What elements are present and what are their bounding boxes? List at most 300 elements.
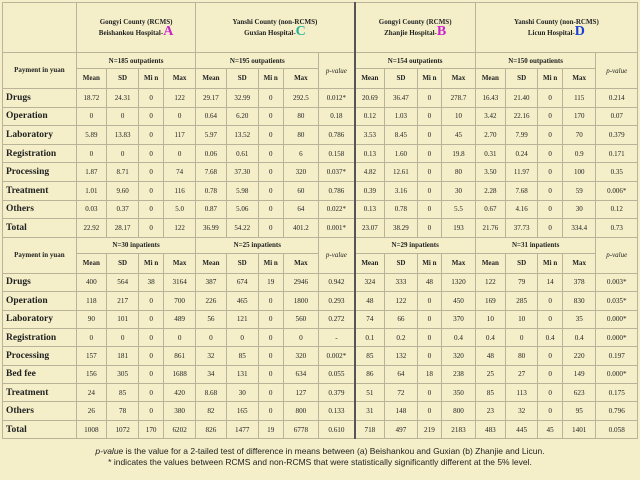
- payment-label: Payment in yuan: [3, 237, 77, 273]
- value-cell: 22.16: [505, 107, 537, 126]
- value-cell: 623: [562, 384, 596, 402]
- value-cell: 1688: [163, 365, 195, 383]
- value-cell: 489: [163, 310, 195, 328]
- value-cell: 0: [538, 384, 563, 402]
- value-cell: 18.72: [76, 89, 106, 108]
- value-cell: 8.68: [196, 384, 226, 402]
- value-cell: 16.43: [475, 89, 505, 108]
- col-max-header: Max: [283, 253, 319, 273]
- value-cell: 3.53: [355, 126, 385, 145]
- value-cell: 0.171: [596, 144, 638, 163]
- value-cell: 0.379: [319, 384, 355, 402]
- value-cell: 350: [442, 384, 476, 402]
- value-cell: 0: [417, 163, 442, 182]
- value-cell: 3164: [163, 273, 195, 291]
- value-cell: 4.16: [505, 200, 537, 219]
- value-cell: 26: [76, 402, 106, 420]
- value-cell: 115: [562, 89, 596, 108]
- value-cell: 800: [283, 402, 319, 420]
- value-cell: 0: [258, 181, 283, 200]
- value-cell: 113: [505, 384, 537, 402]
- value-cell: 10: [442, 107, 476, 126]
- value-cell: 0: [417, 328, 442, 346]
- value-cell: 85: [106, 384, 138, 402]
- outpatient-group-label: N=154 outpatients: [355, 53, 476, 69]
- value-cell: 37.30: [226, 163, 258, 182]
- col-min-header: Mi n: [417, 253, 442, 273]
- col-mean-header: Mean: [475, 253, 505, 273]
- county-name: Gongyi County (RCMS): [378, 18, 452, 26]
- value-cell: 0.158: [319, 144, 355, 163]
- value-cell: 0.06: [196, 144, 226, 163]
- value-cell: 0: [139, 107, 164, 126]
- value-cell: 45: [538, 420, 563, 438]
- value-cell: 3.42: [475, 107, 505, 126]
- value-cell: 420: [163, 384, 195, 402]
- value-cell: 0: [258, 365, 283, 383]
- value-cell: 800: [442, 402, 476, 420]
- value-cell: 59: [562, 181, 596, 200]
- value-cell: 101: [106, 310, 138, 328]
- row-label: Operation: [3, 292, 77, 310]
- value-cell: 132: [385, 347, 417, 365]
- value-cell: 30: [226, 384, 258, 402]
- col-mean-header: Mean: [475, 69, 505, 89]
- value-cell: 0.214: [596, 89, 638, 108]
- footnote: [0, 446, 640, 468]
- value-cell: 0: [139, 347, 164, 365]
- row-label: Processing: [3, 163, 77, 182]
- outpatient-row: [3, 126, 638, 145]
- value-cell: 0.000*: [596, 365, 638, 383]
- value-cell: 0: [417, 292, 442, 310]
- value-cell: -: [319, 328, 355, 346]
- payment-label: Payment in yuan: [3, 53, 77, 89]
- inpatient-group-label: N=31 inpatients: [475, 237, 596, 253]
- hospital-letter: B: [436, 24, 447, 39]
- value-cell: 95: [562, 402, 596, 420]
- value-cell: 13.83: [106, 126, 138, 145]
- value-cell: 127: [283, 384, 319, 402]
- value-cell: 64: [385, 365, 417, 383]
- value-cell: 0: [417, 144, 442, 163]
- row-label: Laboratory: [3, 126, 77, 145]
- row-label: Others: [3, 402, 77, 420]
- col-max-header: Max: [562, 253, 596, 273]
- value-cell: 0.000*: [596, 328, 638, 346]
- value-cell: 0: [538, 365, 563, 383]
- value-cell: 19: [258, 420, 283, 438]
- value-cell: 7.99: [505, 126, 537, 145]
- value-cell: 1.01: [76, 181, 106, 200]
- value-cell: 0.001*: [319, 219, 355, 238]
- value-cell: 25: [475, 365, 505, 383]
- value-cell: 560: [283, 310, 319, 328]
- value-cell: 0: [139, 181, 164, 200]
- value-cell: 70: [562, 126, 596, 145]
- value-cell: 86: [355, 365, 385, 383]
- value-cell: 0: [139, 292, 164, 310]
- value-cell: 0: [258, 310, 283, 328]
- row-label: Registration: [3, 144, 77, 163]
- value-cell: 564: [106, 273, 138, 291]
- value-cell: 0.006*: [596, 181, 638, 200]
- hospital-letter: A: [163, 24, 174, 39]
- value-cell: 0.37: [106, 200, 138, 219]
- value-cell: 0.64: [196, 107, 226, 126]
- value-cell: 1800: [283, 292, 319, 310]
- col-min-header: Mi n: [139, 69, 164, 89]
- outpatient-group-row: [3, 53, 638, 69]
- value-cell: 0: [258, 200, 283, 219]
- value-cell: 45: [442, 126, 476, 145]
- value-cell: 674: [226, 273, 258, 291]
- value-cell: 0.293: [319, 292, 355, 310]
- value-cell: 0.78: [196, 181, 226, 200]
- value-cell: 320: [442, 347, 476, 365]
- row-label: Others: [3, 200, 77, 219]
- county-name: Gongyi County (RCMS): [99, 18, 173, 26]
- value-cell: 0.67: [475, 200, 505, 219]
- value-cell: 0: [258, 163, 283, 182]
- value-cell: 0: [258, 402, 283, 420]
- inpatient-row: [3, 402, 638, 420]
- inpatient-group-label: N=30 inpatients: [76, 237, 196, 253]
- value-cell: 20.69: [355, 89, 385, 108]
- value-cell: 60: [283, 181, 319, 200]
- value-cell: 1320: [442, 273, 476, 291]
- value-cell: 1401: [562, 420, 596, 438]
- value-cell: 48: [417, 273, 442, 291]
- value-cell: 80: [283, 107, 319, 126]
- hospital-name: Licun Hospital-: [527, 29, 575, 37]
- value-cell: 0: [417, 310, 442, 328]
- value-cell: 0.037*: [319, 163, 355, 182]
- value-cell: 64: [283, 200, 319, 219]
- value-cell: 0.87: [196, 200, 226, 219]
- value-cell: 32: [196, 347, 226, 365]
- value-cell: 0: [417, 384, 442, 402]
- value-cell: 445: [505, 420, 537, 438]
- value-cell: 718: [355, 420, 385, 438]
- value-cell: 8.45: [385, 126, 417, 145]
- value-cell: 0.78: [385, 200, 417, 219]
- value-cell: 0.197: [596, 347, 638, 365]
- value-cell: 23.07: [355, 219, 385, 238]
- value-cell: 0.13: [355, 200, 385, 219]
- value-cell: 0.796: [596, 402, 638, 420]
- value-cell: 378: [562, 273, 596, 291]
- value-cell: 3.50: [475, 163, 505, 182]
- col-min-header: Mi n: [538, 253, 563, 273]
- value-cell: 122: [475, 273, 505, 291]
- value-cell: 0.03: [76, 200, 106, 219]
- col-min-header: Mi n: [258, 69, 283, 89]
- value-cell: 32: [505, 402, 537, 420]
- value-cell: 5.97: [196, 126, 226, 145]
- value-cell: 450: [442, 292, 476, 310]
- value-cell: 2946: [283, 273, 319, 291]
- inpatient-group-row: [3, 237, 638, 253]
- col-max-header: Max: [442, 253, 476, 273]
- value-cell: 0.24: [505, 144, 537, 163]
- value-cell: 5.98: [226, 181, 258, 200]
- value-cell: 0: [139, 328, 164, 346]
- value-cell: 0: [163, 144, 195, 163]
- value-cell: 0: [538, 126, 563, 145]
- col-sd-header: SD: [106, 253, 138, 273]
- value-cell: 387: [196, 273, 226, 291]
- value-cell: 193: [442, 219, 476, 238]
- value-cell: 85: [475, 384, 505, 402]
- value-cell: 483: [475, 420, 505, 438]
- value-cell: 0.12: [596, 200, 638, 219]
- value-cell: 131: [226, 365, 258, 383]
- value-cell: 0.2: [385, 328, 417, 346]
- payment-comparison-table: [2, 2, 638, 439]
- outpatient-row: [3, 200, 638, 219]
- value-cell: 0: [258, 328, 283, 346]
- col-mean-header: Mean: [196, 69, 226, 89]
- col-max-header: Max: [283, 69, 319, 89]
- hospital-letter: C: [295, 24, 306, 39]
- value-cell: 74: [163, 163, 195, 182]
- value-cell: 0: [258, 347, 283, 365]
- value-cell: 157: [76, 347, 106, 365]
- county-header-c: [196, 3, 355, 53]
- value-cell: 0.39: [355, 181, 385, 200]
- inpatient-row: [3, 292, 638, 310]
- value-cell: 0.4: [442, 328, 476, 346]
- value-cell: 0: [258, 219, 283, 238]
- value-cell: 14: [538, 273, 563, 291]
- value-cell: 148: [385, 402, 417, 420]
- value-cell: 85: [355, 347, 385, 365]
- value-cell: 30: [562, 200, 596, 219]
- col-max-header: Max: [163, 253, 195, 273]
- value-cell: 56: [196, 310, 226, 328]
- footnote-line1: is the value for a 2-tailed test of difference in means between (a) Beishankou and Guxian (b) Zhanjie and Licun.: [123, 446, 545, 456]
- col-min-header: Mi n: [417, 69, 442, 89]
- value-cell: 0: [417, 402, 442, 420]
- hospital-letter: D: [574, 24, 585, 39]
- value-cell: 10: [475, 310, 505, 328]
- value-cell: 72: [385, 384, 417, 402]
- value-cell: 0: [538, 402, 563, 420]
- value-cell: 8.71: [106, 163, 138, 182]
- value-cell: 1072: [106, 420, 138, 438]
- value-cell: 0: [258, 384, 283, 402]
- value-cell: 48: [355, 292, 385, 310]
- value-cell: 0: [106, 107, 138, 126]
- value-cell: 0.4: [475, 328, 505, 346]
- value-cell: 35: [562, 310, 596, 328]
- col-sd-header: SD: [385, 69, 417, 89]
- value-cell: 0: [538, 347, 563, 365]
- value-cell: 0: [258, 89, 283, 108]
- value-cell: 21.40: [505, 89, 537, 108]
- col-mean-header: Mean: [355, 69, 385, 89]
- value-cell: 0: [258, 292, 283, 310]
- value-cell: 0: [76, 328, 106, 346]
- value-cell: 0: [417, 219, 442, 238]
- value-cell: 634: [283, 365, 319, 383]
- value-cell: 0: [106, 328, 138, 346]
- inpatient-row: [3, 384, 638, 402]
- value-cell: 0.003*: [596, 273, 638, 291]
- value-cell: 0: [163, 107, 195, 126]
- value-cell: 80: [283, 126, 319, 145]
- value-cell: 0: [258, 126, 283, 145]
- value-cell: 0.942: [319, 273, 355, 291]
- row-label: Treatment: [3, 384, 77, 402]
- hospital-name: Guxian Hospital-: [244, 29, 296, 37]
- value-cell: 0: [538, 107, 563, 126]
- value-cell: 28.17: [106, 219, 138, 238]
- value-cell: 169: [475, 292, 505, 310]
- row-label: Total: [3, 219, 77, 238]
- outpatient-row: [3, 107, 638, 126]
- value-cell: 0: [139, 219, 164, 238]
- value-cell: 0.12: [355, 107, 385, 126]
- inpatient-row: [3, 328, 638, 346]
- value-cell: 0: [538, 89, 563, 108]
- value-cell: 400: [76, 273, 106, 291]
- value-cell: 90: [76, 310, 106, 328]
- row-label: Registration: [3, 328, 77, 346]
- outpatient-row: [3, 163, 638, 182]
- value-cell: 0.133: [319, 402, 355, 420]
- outpatient-group-label: N=185 outpatients: [76, 53, 196, 69]
- value-cell: 219: [417, 420, 442, 438]
- col-mean-header: Mean: [355, 253, 385, 273]
- value-cell: 0.058: [596, 420, 638, 438]
- inpatient-row: [3, 310, 638, 328]
- value-cell: 117: [163, 126, 195, 145]
- value-cell: 18: [417, 365, 442, 383]
- value-cell: 0.18: [319, 107, 355, 126]
- row-label: Drugs: [3, 89, 77, 108]
- value-cell: 0: [538, 200, 563, 219]
- value-cell: 0: [538, 181, 563, 200]
- value-cell: 826: [196, 420, 226, 438]
- pvalue-header: p-value: [319, 53, 355, 89]
- value-cell: 0: [139, 365, 164, 383]
- outpatient-group-label: N=195 outpatients: [196, 53, 319, 69]
- value-cell: 0: [139, 89, 164, 108]
- value-cell: 0: [163, 328, 195, 346]
- col-min-header: Mi n: [139, 253, 164, 273]
- col-sd-header: SD: [505, 253, 537, 273]
- value-cell: 0: [417, 107, 442, 126]
- value-cell: 13.52: [226, 126, 258, 145]
- value-cell: 19: [258, 273, 283, 291]
- value-cell: 12.61: [385, 163, 417, 182]
- value-cell: 861: [163, 347, 195, 365]
- value-cell: 19.8: [442, 144, 476, 163]
- value-cell: 0.31: [475, 144, 505, 163]
- county-header-b: [355, 3, 476, 53]
- footnote-pvalue-term: p-value: [95, 446, 124, 456]
- value-cell: 48: [475, 347, 505, 365]
- outpatient-row: [3, 219, 638, 238]
- county-header-a: [76, 3, 196, 53]
- value-cell: 292.5: [283, 89, 319, 108]
- value-cell: 0: [139, 200, 164, 219]
- value-cell: 32.99: [226, 89, 258, 108]
- value-cell: 11.97: [505, 163, 537, 182]
- value-cell: 0.002*: [319, 347, 355, 365]
- value-cell: 6: [283, 144, 319, 163]
- value-cell: 0.35: [596, 163, 638, 182]
- outpatient-row: [3, 89, 638, 108]
- value-cell: 0.610: [319, 420, 355, 438]
- value-cell: 278.7: [442, 89, 476, 108]
- value-cell: 10: [505, 310, 537, 328]
- value-cell: 0: [139, 163, 164, 182]
- row-label: Laboratory: [3, 310, 77, 328]
- pvalue-header: p-value: [319, 237, 355, 273]
- value-cell: 1.03: [385, 107, 417, 126]
- value-cell: 0: [226, 328, 258, 346]
- value-cell: 5.0: [163, 200, 195, 219]
- value-cell: 830: [562, 292, 596, 310]
- value-cell: 36.47: [385, 89, 417, 108]
- value-cell: 0.1: [355, 328, 385, 346]
- value-cell: 0: [417, 89, 442, 108]
- value-cell: 6778: [283, 420, 319, 438]
- value-cell: 1.87: [76, 163, 106, 182]
- outpatient-row: [3, 181, 638, 200]
- value-cell: 0: [106, 144, 138, 163]
- value-cell: 27: [505, 365, 537, 383]
- col-mean-header: Mean: [196, 253, 226, 273]
- pvalue-header: p-value: [596, 53, 638, 89]
- value-cell: 0.9: [562, 144, 596, 163]
- value-cell: 34: [196, 365, 226, 383]
- value-cell: 24: [76, 384, 106, 402]
- value-cell: 122: [163, 219, 195, 238]
- value-cell: 5.06: [226, 200, 258, 219]
- row-label: Processing: [3, 347, 77, 365]
- value-cell: 0.4: [538, 328, 563, 346]
- value-cell: 0.61: [226, 144, 258, 163]
- value-cell: 0.786: [319, 126, 355, 145]
- value-cell: 0.379: [596, 126, 638, 145]
- value-cell: 0: [139, 384, 164, 402]
- footnote-line2: * indicates the values between RCMS and non-RCMS that were statistically significantly different at the 5% level.: [108, 457, 532, 467]
- value-cell: 5.5: [442, 200, 476, 219]
- value-cell: 0: [258, 144, 283, 163]
- value-cell: 85: [226, 347, 258, 365]
- value-cell: 217: [106, 292, 138, 310]
- hospital-name: Beishankou Hospital-: [98, 29, 164, 37]
- row-label: Operation: [3, 107, 77, 126]
- value-cell: 79: [505, 273, 537, 291]
- value-cell: 30: [442, 181, 476, 200]
- value-cell: 333: [385, 273, 417, 291]
- value-cell: 170: [562, 107, 596, 126]
- value-cell: 0: [538, 144, 563, 163]
- value-cell: 118: [76, 292, 106, 310]
- value-cell: 0: [76, 144, 106, 163]
- value-cell: 23: [475, 402, 505, 420]
- inpatient-row: [3, 273, 638, 291]
- value-cell: 226: [196, 292, 226, 310]
- value-cell: 0.272: [319, 310, 355, 328]
- value-cell: 0.175: [596, 384, 638, 402]
- col-mean-header: Mean: [76, 253, 106, 273]
